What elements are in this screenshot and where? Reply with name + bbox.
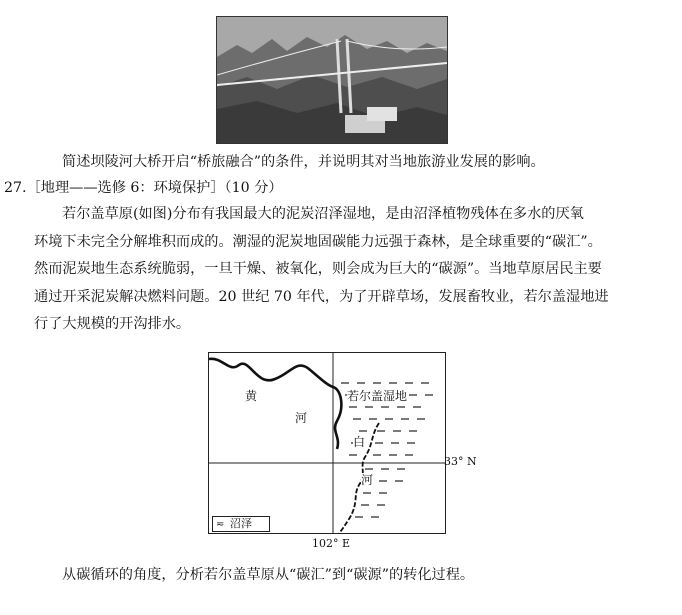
q27-paragraph-line-1: 若尔盖草原(如图)分布有我国最大的泥炭沼泽湿地，是由沼泽植物残体在多水的厌氧 [62, 206, 584, 222]
q27-question: 从碳循环的角度，分析若尔盖草原从“碳汇”到“碳源”的转化过程。 [62, 567, 475, 583]
q27-paragraph-line-2: 环境下未完全分解堆积而成的。潮湿的泥炭地固碳能力远强于森林，是全球重要的“碳汇”。 [34, 234, 602, 250]
lat-label: 33° N [444, 455, 477, 468]
map-legend [212, 516, 270, 532]
bridge-photo [216, 16, 448, 144]
huang-label-2: 河 [295, 411, 308, 425]
swamp-symbol-icon: ≂ [216, 519, 225, 530]
wetland-region-label: 若尔盖湿地 [347, 389, 408, 403]
legend-label: 沼泽 [230, 517, 252, 530]
bridge-photo-icon [217, 17, 447, 143]
lon-label: 102° E [312, 537, 351, 550]
huang-river-line [209, 359, 341, 449]
swamp-pattern [341, 383, 433, 517]
q27-paragraph-line-4: 通过开采泥炭解决燃料问题。20 世纪 70 年代，为了开辟草场，发展畜牧业，若尔盖湿地进 [34, 289, 609, 305]
intro-question: 简述坝陵河大桥开启“桥旅融合”的条件，并说明其对当地旅游业发展的影响。 [62, 154, 545, 170]
huang-label-1: 黄 [245, 389, 258, 403]
wetland-map [208, 352, 446, 534]
bai-label-2: 河 [361, 473, 374, 487]
q27-header: 27.［地理——选修 6：环境保护］（10 分） [4, 180, 283, 196]
map-drawing [209, 353, 445, 533]
q27-paragraph-line-5: 行了大规模的开沟排水。 [34, 316, 191, 332]
q27-paragraph-line-3: 然而泥炭地生态系统脆弱，一旦干燥、被氧化，则会成为巨大的“碳源”。当地草原居民主要 [34, 261, 602, 277]
bai-label-1: 白 [353, 435, 366, 449]
